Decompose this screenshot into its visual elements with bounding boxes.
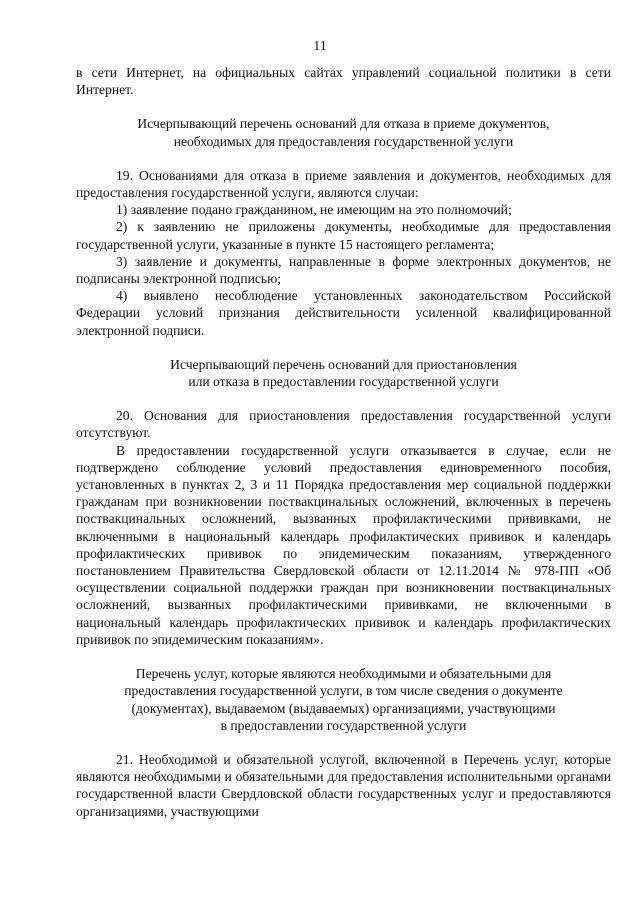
heading-line: Исчерпывающий перечень оснований для отказа в приеме документов,	[137, 116, 550, 132]
section-heading-required-services	[76, 665, 611, 734]
clause-19-item-4: 4) выявлено несоблюдение установленных законодательством Российской Федерации условий признания действительности усиленной квалифицированной электронной подписи.	[76, 288, 611, 338]
heading-line: (документах), выдаваемом (выдаваемых) организациями, участвующими	[131, 700, 556, 716]
heading-line: или отказа в предоставлении государственной услуги	[188, 374, 499, 390]
heading-line: необходимых для предоставления государственной услуги	[173, 133, 514, 149]
clause-20: 20. Основания для приостановления предоставления государственной услуги отсутствуют.	[76, 408, 611, 441]
intro-paragraph: в сети Интернет, на официальных сайтах управлений социальной политики в сети Интернет.	[76, 65, 611, 98]
heading-line: Исчерпывающий перечень оснований для приостановления	[170, 356, 517, 372]
page-number: 11	[313, 39, 327, 54]
clause-20-refusal: В предоставлении государственной услуги отказывается в случае, если не подтверждено соблюдение условий предоставления единовременного пособия, установленных в пунктах 2, 3 и 11 Порядка предоставления мер социальной поддержки гражданам при возникновении поствакцинальных осложнений, включенных в перечень поствакцинальных осложнений, вызванных профилактическими прививками, не включенными в национальный календарь профилактических прививок и календарь профилактических прививок по эпидемическим показаниям, утвержденного постановлением Правительства Свердловской области от 12.11.2014 № 978-ПП «Об осуществлении социальной поддержки граждан при возникновении поствакцинальных осложнений, вызванных профилактическими прививками, не включенными в национальный календарь профилактических прививок и календарь профилактических прививок по эпидемическим показаниям».	[76, 442, 611, 647]
section-heading-suspension	[76, 356, 611, 390]
document-body	[76, 64, 611, 820]
heading-line: Перечень услуг, которые являются необходимыми и обязательными для	[135, 666, 552, 682]
section-heading-refusal-documents	[76, 115, 611, 149]
clause-19-item-3: 3) заявление и документы, направленные в форме электронных документов, не подписаны электронной подписью;	[76, 253, 611, 287]
heading-line: в предоставлении государственной услуги	[220, 717, 467, 733]
clause-19-item-1: 1) заявление подано гражданином, не имеющим на это полномочий;	[116, 202, 512, 218]
clause-19: 19. Основаниями для отказа в приеме заявления и документов, необходимых для предоставления государственной услуги, являются случаи:	[76, 167, 611, 201]
clause-21: 21. Необходимой и обязательной услугой, включенной в Перечень услуг, которые являются необходимыми и обязательными для предоставления исполнительными органами государственной власти Свердловской области государственных услуг и предоставляются организациями, участвующими	[76, 751, 611, 819]
clause-19-item-2: 2) к заявлению не приложены документы, необходимые для предоставления государственной услуги, указанные в пункте 15 настоящего регламента;	[76, 219, 611, 252]
heading-line: предоставления государственной услуги, в том числе сведения о документе	[124, 683, 563, 699]
